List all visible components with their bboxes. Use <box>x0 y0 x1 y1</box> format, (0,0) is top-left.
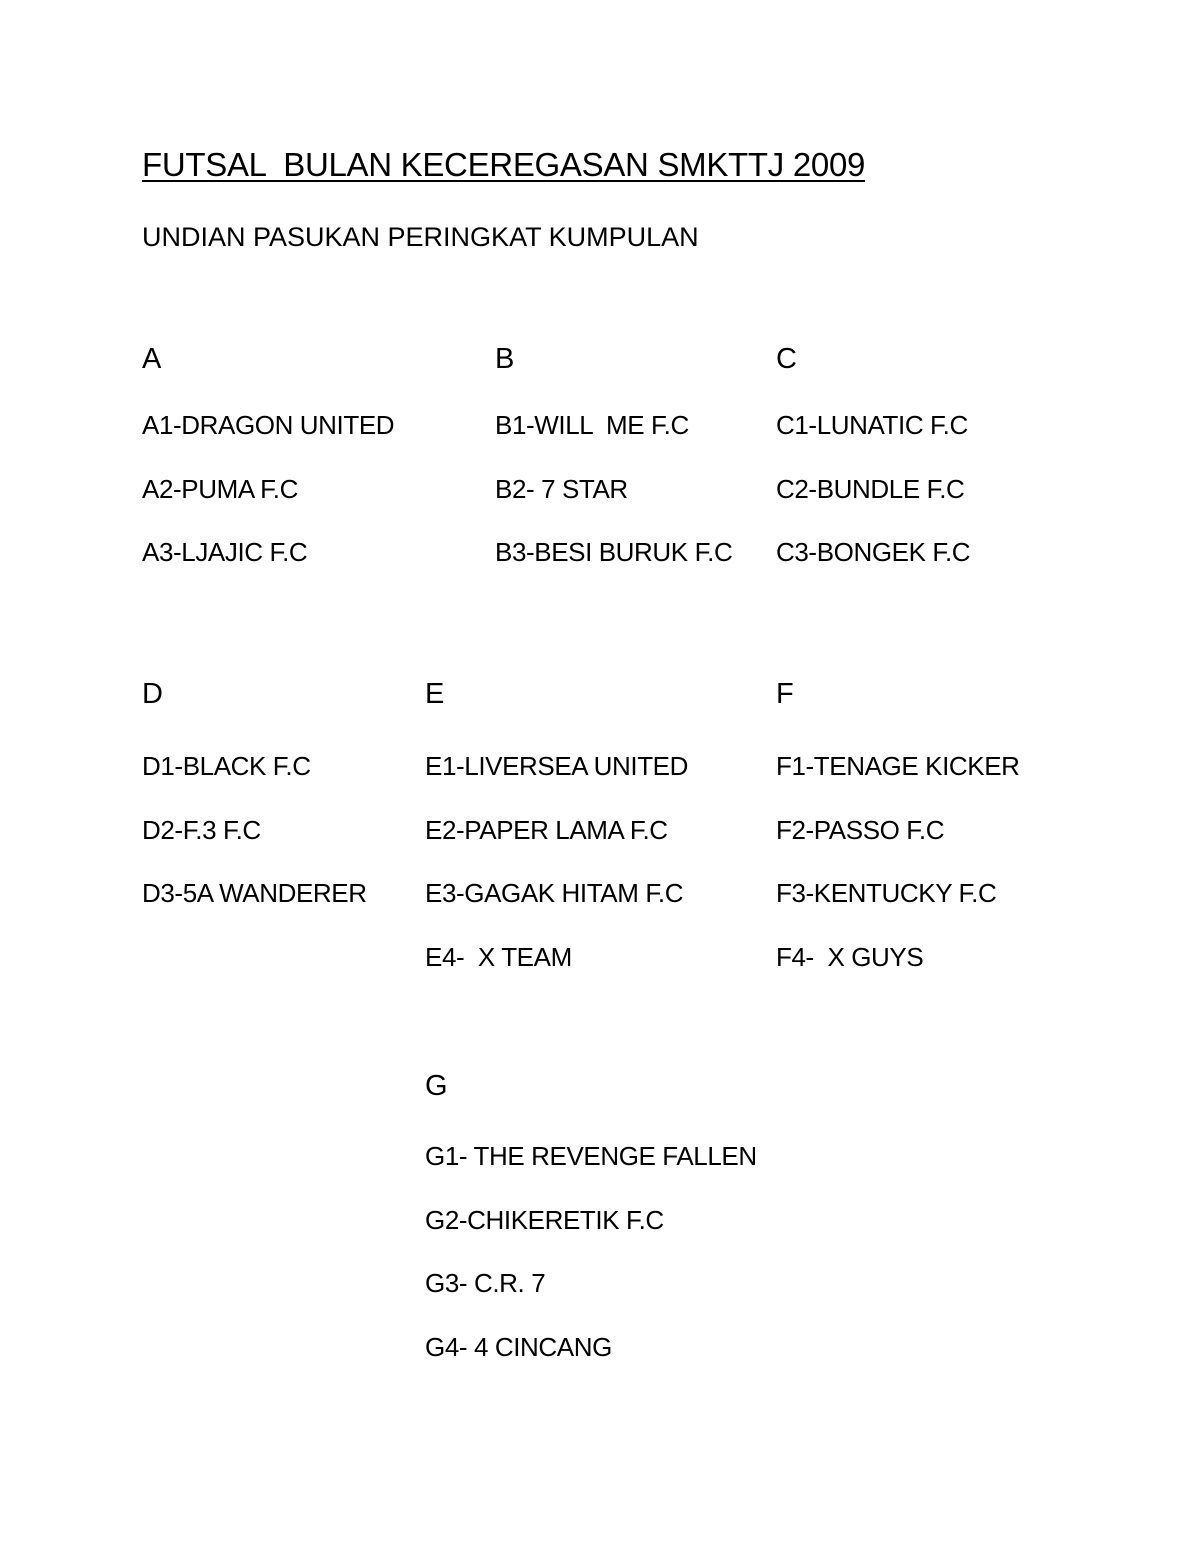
team-item: B3-BESI BURUK F.C <box>495 537 733 567</box>
team-item: G2-CHIKERETIK F.C <box>425 1204 664 1235</box>
team-item: E4- X TEAM <box>425 941 572 972</box>
group-d <box>142 680 367 942</box>
group-letter: A <box>142 343 162 375</box>
team-list <box>425 751 688 972</box>
team-item: B1-WILL ME F.C <box>495 410 689 440</box>
team-item: D1-BLACK F.C <box>142 751 311 781</box>
team-item: B2- 7 STAR <box>495 473 628 504</box>
team-item: D3-5A WANDERER <box>142 878 367 908</box>
group-b <box>495 345 732 601</box>
group-e <box>425 680 688 1005</box>
team-item: E2-PAPER LAMA F.C <box>425 814 668 845</box>
team-item: C1-LUNATIC F.C <box>776 410 968 440</box>
group-letter: F <box>776 678 794 710</box>
group-a <box>142 345 394 601</box>
group-letter: D <box>142 678 163 710</box>
team-list <box>142 410 394 567</box>
team-item: D2-F.3 F.C <box>142 814 261 845</box>
team-item: F2-PASSO F.C <box>776 814 945 845</box>
team-item: A3-LJAJIC F.C <box>142 537 308 567</box>
team-list <box>425 1141 757 1362</box>
group-letter: B <box>495 343 515 375</box>
team-item: G1- THE REVENGE FALLEN <box>425 1141 757 1171</box>
group-letter: C <box>776 343 797 375</box>
group-g <box>425 1072 757 1395</box>
group-letter: E <box>425 678 445 710</box>
group-f <box>776 680 1020 1005</box>
team-list <box>776 410 970 567</box>
team-item: A1-DRAGON UNITED <box>142 410 395 440</box>
team-item: F1-TENAGE KICKER <box>776 751 1020 781</box>
team-item: G3- C.R. 7 <box>425 1268 546 1298</box>
team-item: C3-BONGEK F.C <box>776 537 971 567</box>
team-item: E3-GAGAK HITAM F.C <box>425 878 684 908</box>
team-list <box>142 751 367 908</box>
team-item: F4- X GUYS <box>776 941 924 972</box>
document-subtitle: UNDIAN PASUKAN PERINGKAT KUMPULAN <box>142 222 699 252</box>
team-list <box>495 410 732 567</box>
team-item: C2-BUNDLE F.C <box>776 473 965 504</box>
team-list <box>776 751 1020 972</box>
document-title: FUTSAL BULAN KECEREGASAN SMKTTJ 2009 <box>142 146 866 183</box>
team-item: A2-PUMA F.C <box>142 473 298 504</box>
team-item: G4- 4 CINCANG <box>425 1331 612 1362</box>
group-c <box>776 345 970 601</box>
team-item: F3-KENTUCKY F.C <box>776 878 997 908</box>
team-item: E1-LIVERSEA UNITED <box>425 751 688 781</box>
group-letter: G <box>425 1070 448 1102</box>
